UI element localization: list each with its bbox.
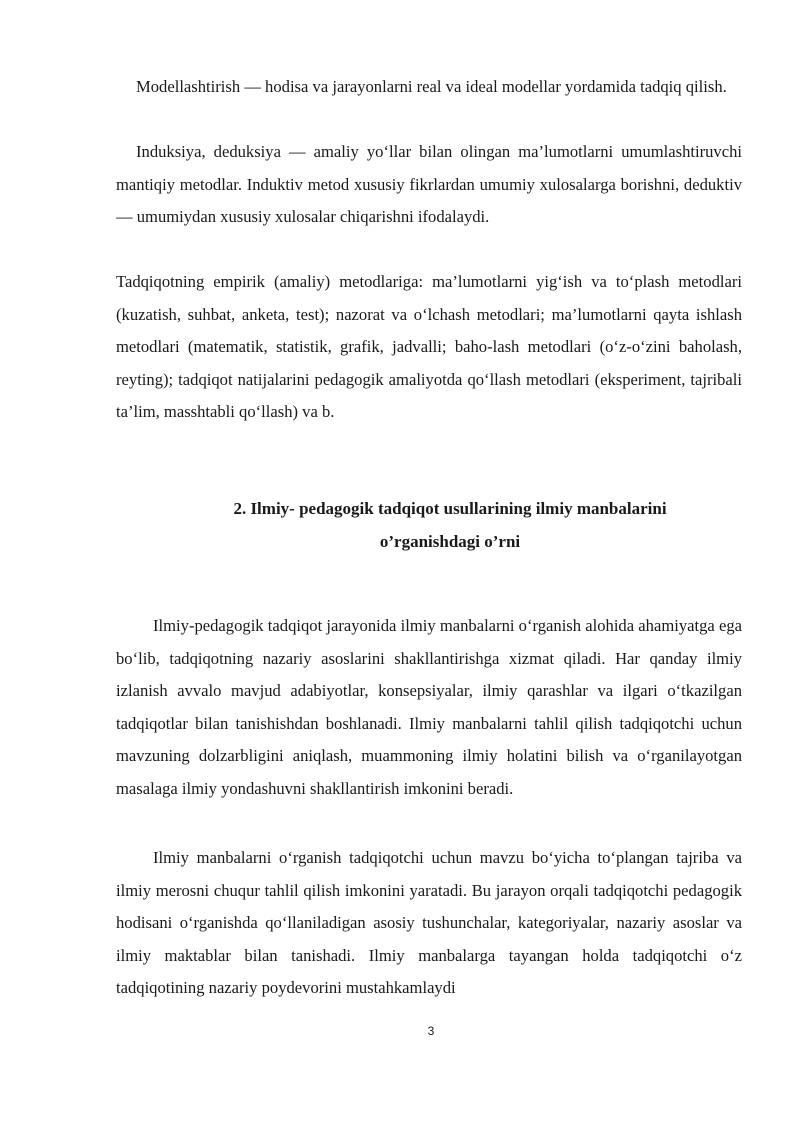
paragraph-modellashtirish: Modellashtirish — hodisa va jarayonlarni real va ideal modellar yordamida tadqiq qilish. [136,77,727,96]
paragraph-section-intro: Ilmiy-pedagogik tadqiqot jarayonida ilmiy manbalarni o‘rganish alohida ahamiyatga ega bo‘lib, tadqiqotning nazariy asoslarini shakllantirishga xizmat qiladi. Har qanday ilmiy izlanish avvalo mavjud adabiyotlar, konsepsiyalar, ilmiy qarashlar va ilgari o‘tkazilgan tadqiqotlar bilan tanishishdan boshlanadi. Ilmiy manbalarni tahlil qilish tadqiqotchi uchun mavzuning dolzarbligini aniqlash, muammoning ilmiy holatini bilish va o‘rganilayotgan masalaga ilmiy yondashuvni shakllantirish imkonini beradi. [116,616,742,798]
page-number: 3 [427,1024,435,1038]
paragraph-induksiya-deduksiya: Induksiya, deduksiya — amaliy yo‘llar bilan olingan ma’lumotlarni umumlashtiruvchi mantiqiy metodlar. Induktiv metod xususiy fikrlardan umumiy xulosalarga borishni, deduktiv — umumiydan xususiy xulosalar chiqarishni ifodalaydi. [116,142,742,226]
paragraph-empirik-metodlar: Tadqiqotning empirik (amaliy) metodlariga: ma’lumotlarni yig‘ish va to‘plash metodlari (kuzatish, suhbat, anketa, test); nazorat va o‘lchash metodlari; ma’lumotlarni qayta ishlash metodlari (matematik, statistik, grafik, jadvalli; baho-lash metodlari (o‘z-o‘zini baholash, reyting); tadqiqot natijalarini pedagogik amaliyotda qo‘llash metodlari (eksperiment, tajribali ta’lim, masshtabli qo‘llash) va b. [116,272,742,421]
section-heading-line-1: 2. Ilmiy- pedagogik tadqiqot usullarining ilmiy manbalarini [233,499,667,518]
section-heading-line-2: o’rganishdagi o’rni [379,532,521,551]
section-heading [116,492,784,558]
paragraph-section-second: Ilmiy manbalarni o‘rganish tadqiqotchi uchun mavzu bo‘yicha to‘plangan tajriba va ilmiy merosni chuqur tahlil qilish imkonini yaratadi. Bu jarayon orqali tadqiqotchi pedagogik hodisani o‘rganishda qo‘llaniladigan asosiy tushunchalar, kategoriyalar, nazariy asoslar va ilmiy maktablar bilan tanishadi. Ilmiy manbalarga tayangan holda tadqiqotchi o‘z tadqiqotining nazariy poydevorini mustahkamlaydi [116,848,742,997]
